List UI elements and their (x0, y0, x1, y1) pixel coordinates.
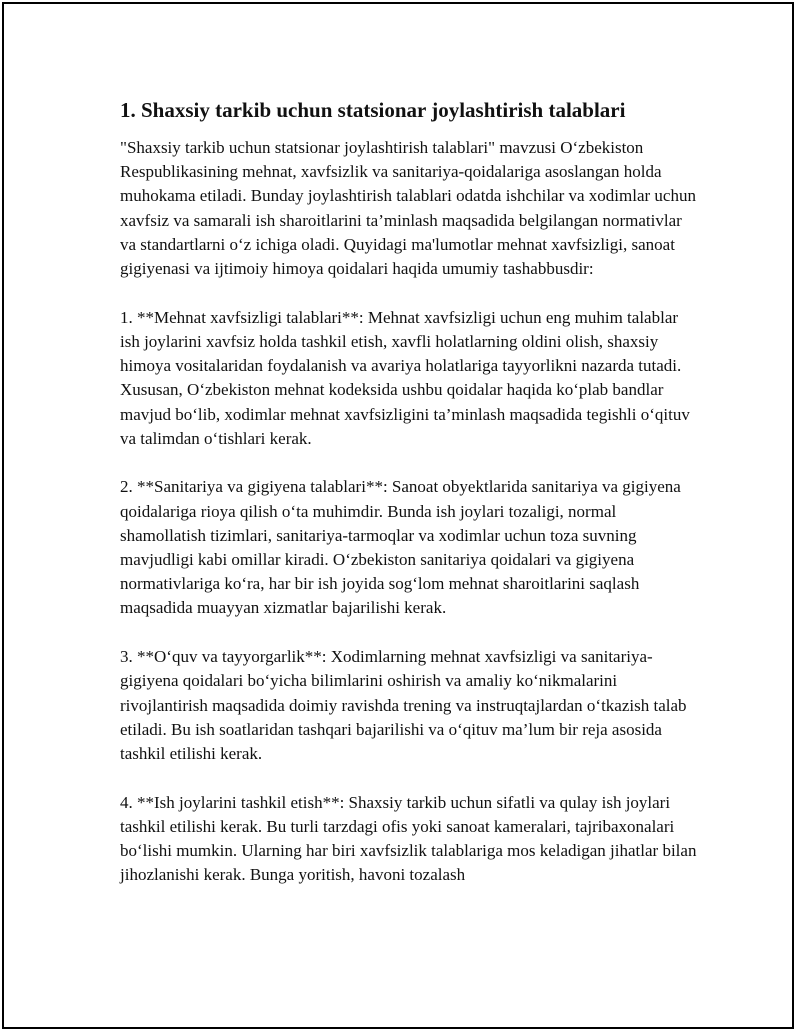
document-body (120, 94, 700, 912)
document-page (2, 2, 794, 1029)
document-title: 1. Shaxsiy tarkib uchun statsionar joylashtirish talablari (120, 98, 626, 122)
paragraph-mehnat-xavfsizligi: 1. **Mehnat xavfsizligi talablari**: Mehnat xavfsizligi uchun eng muhim talablar ish joylarini xavfsiz holda tashkil etish, xavfli holatlarning oldini olish, shaxsiy himoya vositalaridan foydalanish va avariya holatlariga tayyorlikni nazarda tutadi. Xususan, O‘zbekiston mehnat kodeksida ushbu qoidalar haqida ko‘plab bandlar mavjud bo‘lib, xodimlar mehnat xavfsizligini ta’minlash maqsadida tegishli o‘qituv va talimdan o‘tishlari kerak. (120, 307, 690, 448)
paragraph-oquv-tayyorgarlik: 3. **O‘quv va tayyorgarlik**: Xodimlarning mehnat xavfsizligi va sanitariya-gigiyena qoidalari bo‘yicha bilimlarini oshirish va amaliy ko‘nikmalarini rivojlantirish maqsadida doimiy ravishda trening va instruqtajlardan o‘tkazish talab etiladi. Bu ish soatlaridan tashqari bajarilishi va o‘qituv ma’lum bir reja asosida tashkil etilishi kerak. (120, 647, 687, 763)
paragraph-sanitariya-gigiyena: 2. **Sanitariya va gigiyena talablari**: Sanoat obyektlarida sanitariya va gigiyena qoidalariga rioya qilish o‘ta muhimdir. Bunda ish joylari tozaligi, normal shamollatish tizimlari, sanitariya-tarmoqlar va xodimlar uchun toza suvning mavjudligi kabi omillar kiradi. O‘zbekiston sanitariya qoidalari va gigiyena normativlariga ko‘ra, har bir ish joyida sog‘lom mehnat sharoitlarini saqlash maqsadida muayyan xizmatlar bajarilishi kerak. (120, 477, 681, 618)
paragraph-ish-joylari: 4. **Ish joylarini tashkil etish**: Shaxsiy tarkib uchun sifatli va qulay ish joylari tashkil etilishi kerak. Bu turli tarzdagi ofis yoki sanoat kameralari, tajribaxonalari bo‘lishi mumkin. Ularning har biri xavfsizlik talablariga mos keladigan jihatlar bilan jihozlanishi kerak. Bunga yoritish, havoni tozalash (120, 792, 697, 885)
intro-paragraph: "Shaxsiy tarkib uchun statsionar joylashtirish talablari" mavzusi O‘zbekiston Respublikasining mehnat, xavfsizlik va sanitariya-qoidalariga asoslangan holda muhokama etiladi. Bunday joylashtirish talablari odatda ishchilar va xodimlar uchun xavfsiz va samarali ish sharoitlarini ta’minlash maqsadida belgilangan normativlar va standartlarni o‘z ichiga oladi. Quyidagi ma'lumotlar mehnat xavfsizligi, sanoat gigiyenasi va ijtimoiy himoya qoidalari haqida umumiy tashabbusdir: (120, 138, 696, 279)
